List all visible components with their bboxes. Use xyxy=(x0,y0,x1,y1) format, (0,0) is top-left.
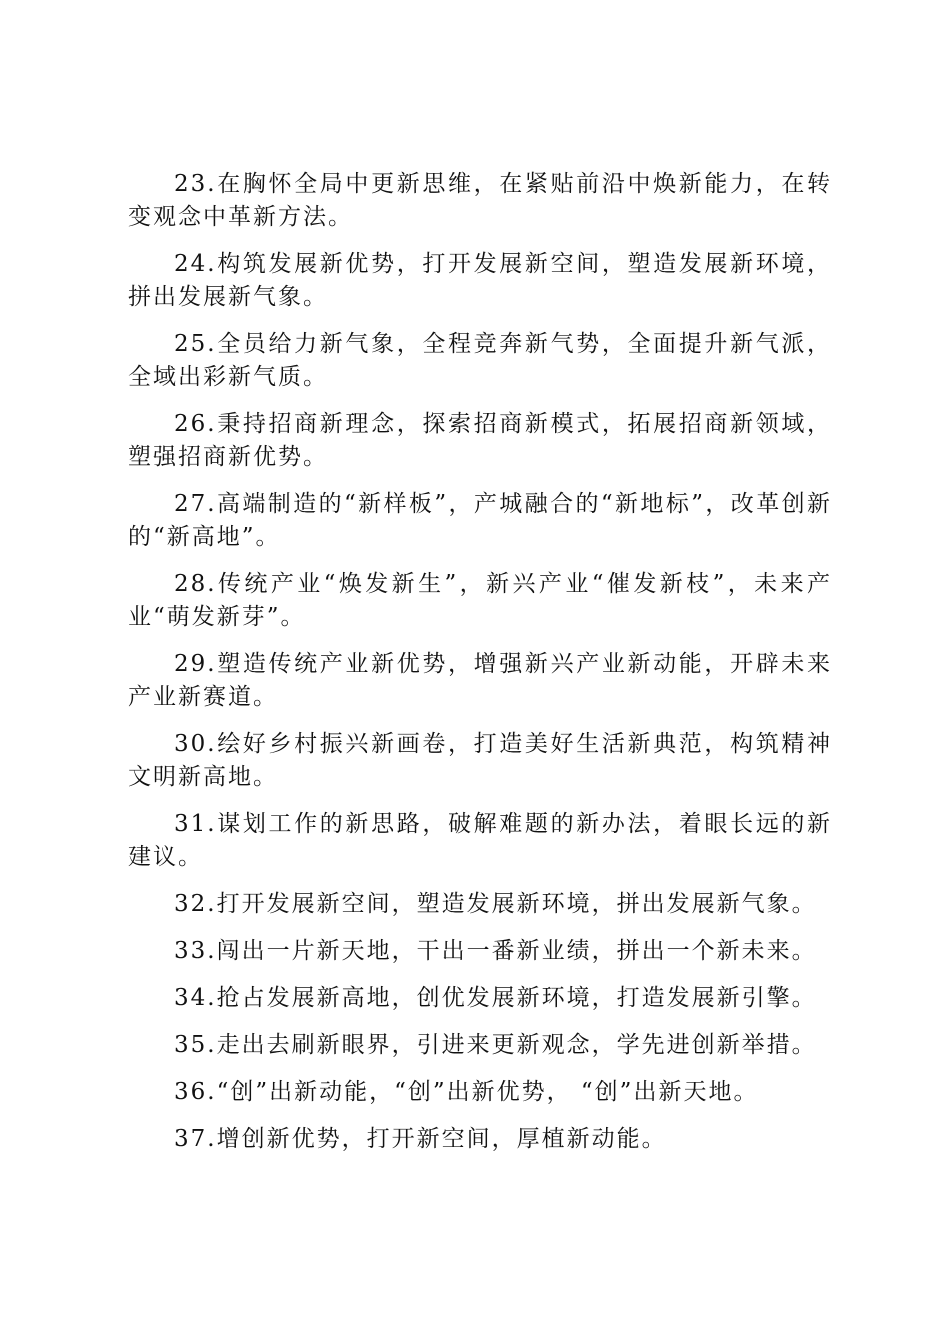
list-item: 23.在胸怀全局中更新思维，在紧贴前沿中焕新能力，在转变观念中革新方法。 xyxy=(128,171,832,230)
list-item: 24.构筑发展新优势，打开发展新空间，塑造发展新环境，拼出发展新气象。 xyxy=(128,251,832,310)
list-item: 36.“创”出新动能，“创”出新优势， “创”出新天地。 xyxy=(174,1079,759,1105)
list-item: 35.走出去刷新眼界，引进来更新观念，学先进创新举措。 xyxy=(174,1032,817,1058)
list-item: 34.抢占发展新高地，创优发展新环境，打造发展新引擎。 xyxy=(174,985,817,1011)
list-item: 29.塑造传统产业新优势，增强新兴产业新动能，开辟未来产业新赛道。 xyxy=(128,651,832,710)
list-item: 28.传统产业“焕发新生”，新兴产业“催发新枝”，未来产业“萌发新芽”。 xyxy=(128,571,832,630)
list-item: 30.绘好乡村振兴新画卷，打造美好生活新典范，构筑精神文明新高地。 xyxy=(128,731,832,790)
list-item: 26.秉持招商新理念，探索招商新模式，拓展招商新领域，塑强招商新优势。 xyxy=(128,411,832,470)
list-item: 27.高端制造的“新样板”，产城融合的“新地标”，改革创新的“新高地”。 xyxy=(128,491,832,550)
list-item: 31.谋划工作的新思路，破解难题的新办法，着眼长远的新建议。 xyxy=(128,811,832,870)
list-item: 37.增创新优势，打开新空间，厚植新动能。 xyxy=(174,1126,667,1152)
document-body xyxy=(128,168,832,1170)
list-item: 32.打开发展新空间，塑造发展新环境，拼出发展新气象。 xyxy=(174,891,817,917)
list-item: 25.全员给力新气象，全程竞奔新气势，全面提升新气派，全域出彩新气质。 xyxy=(128,331,832,390)
list-item: 33.闯出一片新天地，干出一番新业绩，拼出一个新未来。 xyxy=(174,938,817,964)
